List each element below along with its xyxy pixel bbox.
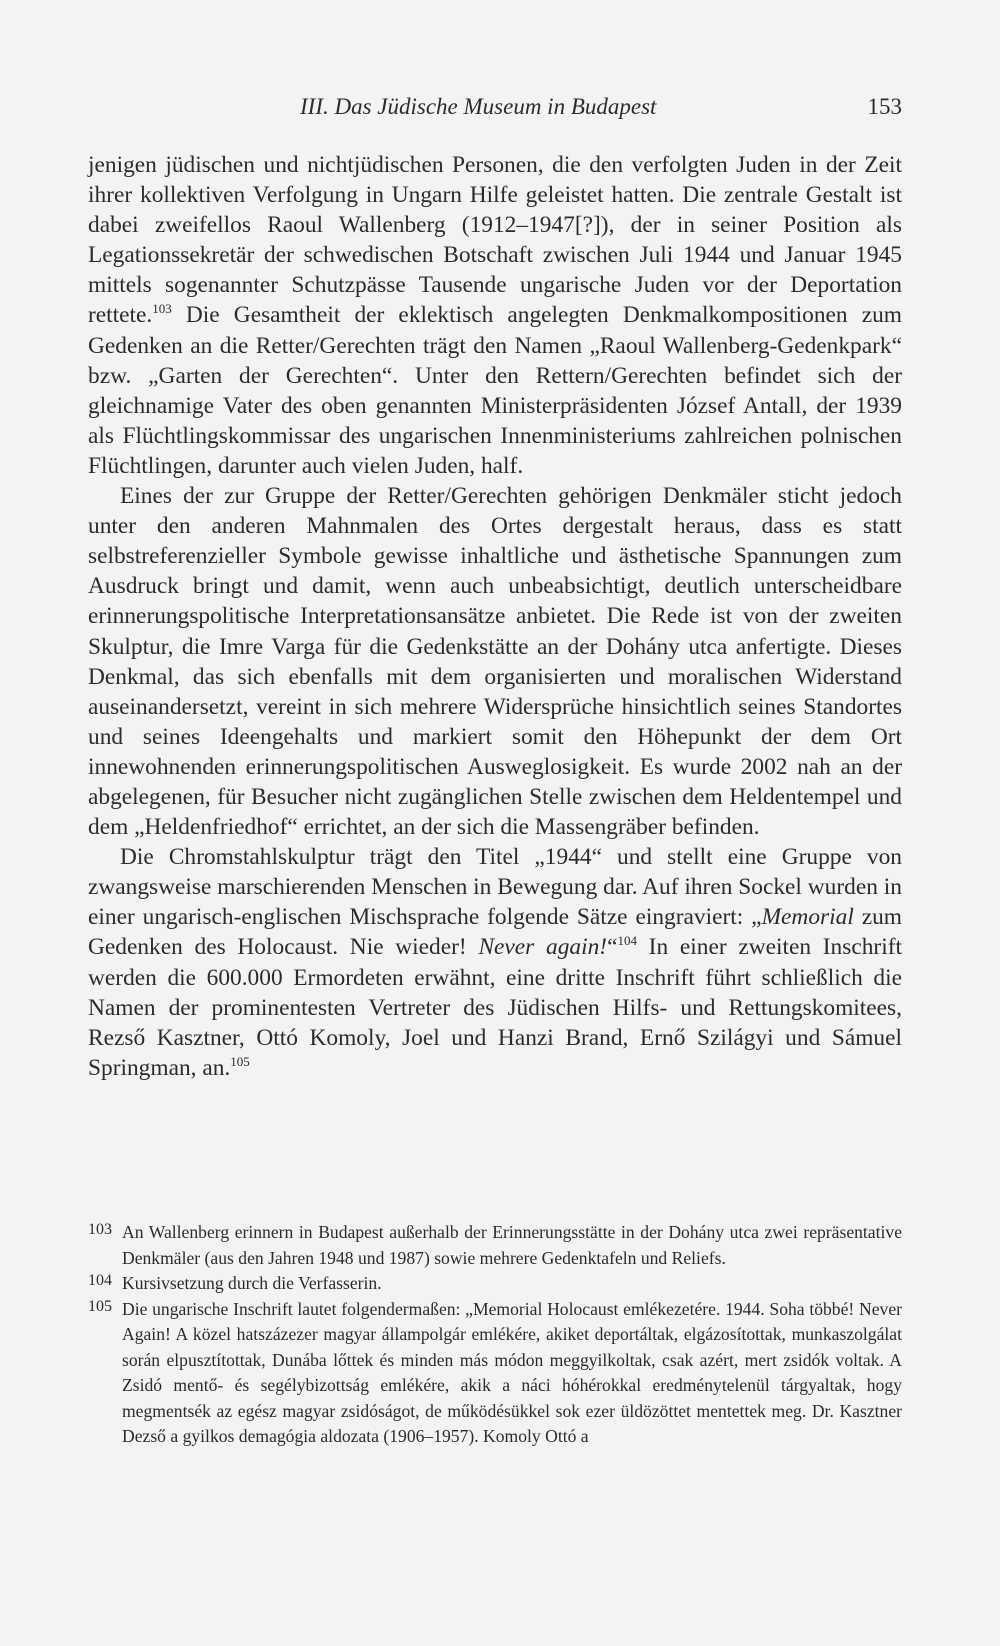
paragraph-3-text-a: Die Chromstahlskulptur trägt den Titel „1944“ und stellt eine Gruppe von zwangsweise marschierenden Menschen in Bewegung dar. Auf ihren Sockel wurden in einer ungarisch-englischen Mischsprache folgende Sätze eingraviert: „ (88, 844, 902, 931)
paragraph-3-text-d: In einer zweiten Inschrift werden die 600.000 Ermordeten erwähnt, eine dritte Inschrift führt schließlich die Namen der prominentesten Vertreter des Jüdischen Hilfs- und Rettungskomitees, Rezső Kasztner, Ottó Komoly, Joel und Hanzi Brand, Ernő Szilágyi und Sámuel Springman, an. (88, 934, 902, 1081)
paragraph-1 (88, 150, 902, 481)
footnotes (88, 1220, 902, 1450)
paragraph-1-text-a: jenigen jüdischen und nichtjüdischen Personen, die den verfolgten Juden in der Zeit ihrer kollektiven Verfolgung in Ungarn Hilfe geleistet hatten. Die zentrale Gestalt ist dabei zweifellos Raoul Wallenberg (1912–1947[?]), der in seiner Position als Legationssekretär der schwedischen Botschaft zwischen Juli 1944 und Januar 1945 mittels sogenannter Schutzpässe Tausende ungarische Juden vor der Deportation rettete. (88, 152, 902, 329)
running-header (88, 92, 902, 122)
footnote-number: 104 (88, 1272, 112, 1289)
paragraph-3-text-b: zum Gedenken des Holocaust. Nie wieder! (88, 904, 902, 961)
italic-memorial: Memorial (761, 904, 854, 931)
footnote-ref-104: 104 (617, 933, 637, 949)
footnote-ref-103: 103 (152, 301, 172, 317)
page-number: 153 (867, 94, 902, 119)
footnote-text: Kursivsetzung durch die Verfasserin. (122, 1273, 382, 1293)
footnote-ref-105: 105 (230, 1053, 250, 1069)
footnote-103 (88, 1220, 902, 1271)
paragraph-3 (88, 842, 902, 1083)
footnote-number: 105 (88, 1297, 112, 1315)
main-text (88, 150, 902, 1083)
footnote-104 (88, 1271, 902, 1297)
running-title: III. Das Jüdische Museum in Budapest (300, 94, 657, 119)
footnote-105 (88, 1297, 902, 1450)
paragraph-2: Eines der zur Gruppe der Retter/Gerechten gehörigen Denkmäler sticht jedoch unter den anderen Mahnmalen des Ortes dergestalt heraus, dass es statt selbstreferenzieller Symbole gewisse inhaltliche und ästhetische Spannungen zum Ausdruck bringt und damit, wenn auch unbeabsichtigt, deutlich unterscheidbare erinnerungspolitische Interpretationsansätze anbietet. Die Rede ist von der zweiten Skulptur, die Imre Varga für die Gedenkstätte an der Dohány utca anfertigte. Dieses Denkmal, das sich ebenfalls mit dem organisierten und moralischen Widerstand auseinandersetzt, vereint in sich mehrere Widersprüche hinsichtlich seines Standortes und seines Ideengehalts und markiert somit den Höhepunkt der dem Ort innewohnenden erinnerungspolitischen Ausweglosigkeit. Es wurde 2002 nah an der abgelegenen, für Besucher nicht zugänglichen Stelle zwischen dem Heldentempel und dem „Heldenfriedhof“ errichtet, an der sich die Massengräber befinden. (88, 483, 902, 841)
italic-never-again: Never again! (478, 934, 608, 961)
footnote-text: Die ungarische Inschrift lautet folgendermaßen: „Memorial Holocaust emlékezetére. 1944. Soha többé! Never Again! A közel hatszázezer magyar állampolgár emlékére, akiket deportáltak, elgázosítottak, munkaszolgálat során elpusztítottak, Dunába lőttek és minden más módon meggyilkoltak, csak azért, mert zsidók voltak. A Zsidó mentő- és segélybizottság emlékére, akik a náci hóhérokkal eredménytelenül tárgyaltak, hogy megmentsék az egész magyar zsidóságot, de működésükkel sok ezer üldözöttet mentettek meg. Dr. Kasztner Dezső a gyilkos demagógia aldozata (1906–1957). Komoly Ottó a (122, 1298, 902, 1446)
footnote-number: 103 (88, 1221, 112, 1238)
footnote-text: An Wallenberg erinnern in Budapest außerhalb der Erinnerungsstätte in der Dohány utca zwei repräsentative Denkmäler (aus den Jahren 1948 und 1987) sowie mehrere Gedenktafeln und Reliefs. (122, 1222, 902, 1268)
closing-quote: “ (607, 934, 618, 961)
paragraph-1-text-b: Die Gesamtheit der eklektisch angelegten Denkmalkompositionen zum Gedenken an die Retter/Gerechten trägt den Namen „Raoul Wallenberg-Gedenkpark“ bzw. „Garten der Gerechten“. Unter den Rettern/Gerechten befindet sich der gleichnamige Vater des oben genannten Ministerpräsidenten József Antall, der 1939 als Flüchtlingskommissar des ungarischen Innenministeriums zahlreichen polnischen Flüchtlingen, darunter auch vielen Juden, half. (88, 302, 902, 479)
